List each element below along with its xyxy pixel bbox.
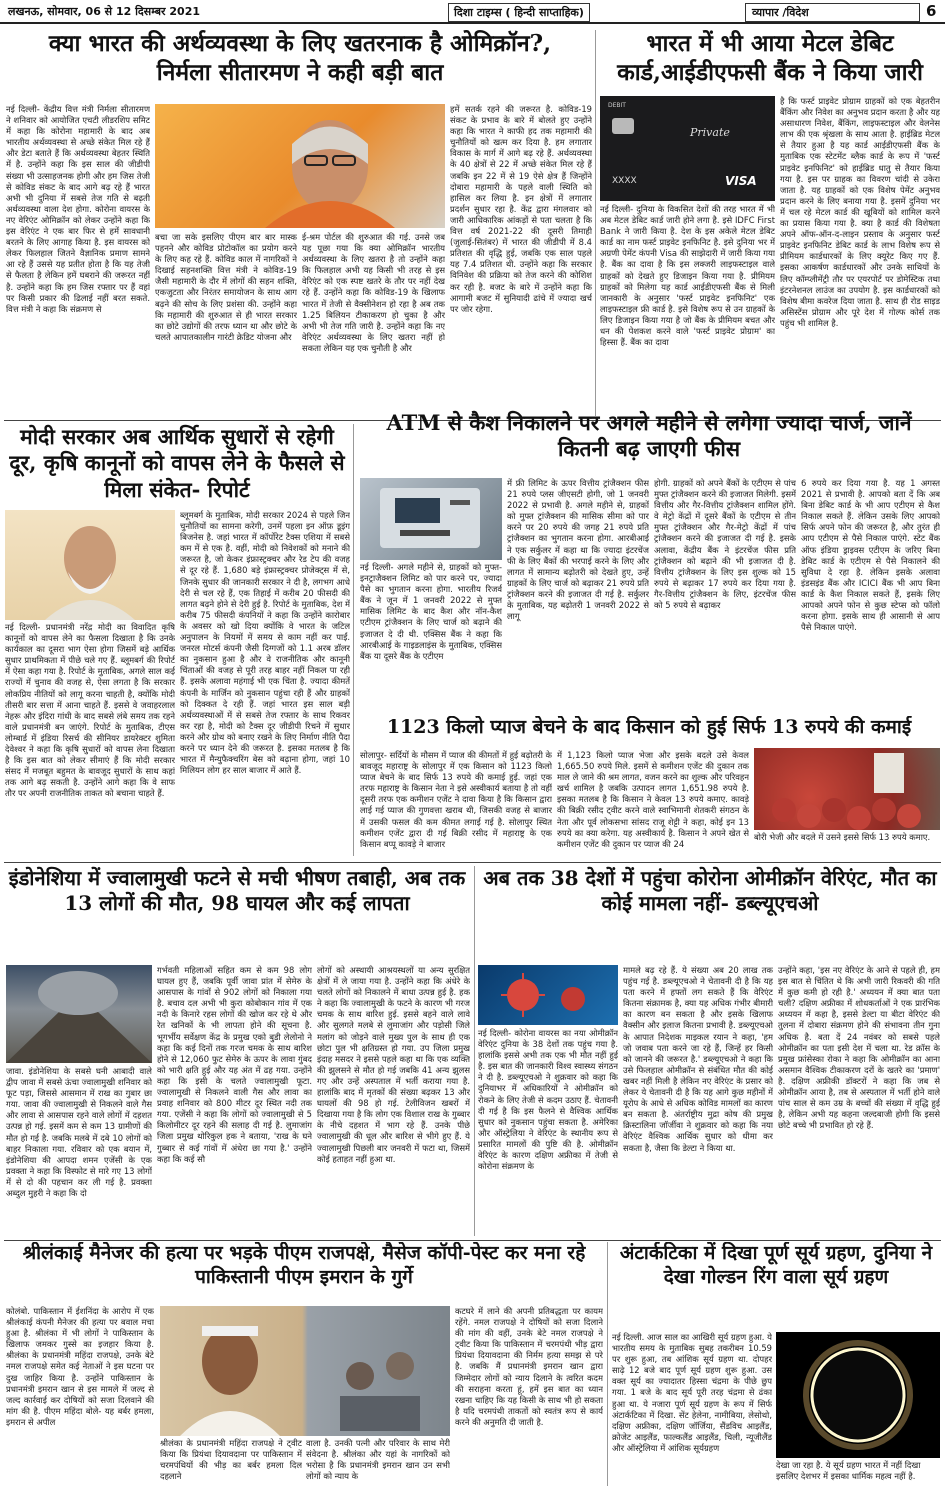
portrait-icon <box>155 104 445 228</box>
header-section: व्यापार /विदेश <box>745 3 920 22</box>
atm-icon <box>360 478 502 560</box>
virus-icon <box>478 965 618 1025</box>
a7-col2: मामले बढ़ रहे हैं. ये संख्या अब 20 लाख तक पहुंच गई है. डब्ल्यूएचओ ने चेतावनी दी है कि यह पता करने में हफ्तों लग सकते हैं कि वेरिएंट कितना संक्रामक है, क्या यह अधिक गंभीर बीमारी का कारण बन सकता है और इसके खिलाफ वैक्सीन और इलाज कितना प्रभावी है. डब्ल्यूएचओ के आपात निदेशक माइकल रयान ने कहा, 'हम जो जवाब पता करने जा रहे हैं, जिन्हें हर किसी को जानने की जरूरत है.' डब्ल्यूएचओ ने कहा कि उसे फिलहाल ओमीक्रॉन से संबंधित मौत की कोई खबर नहीं मिली है लेकिन नए वेरिएंट के प्रसार को लेकर ये चेतावनी दी है कि यह आगे कुछ महीनों में यूरोप के आधे से अधिक कोविड मामलों का कारण बन सकता है. अंतर्राष्ट्रीय मुद्रा कोष की प्रमुख क्रिस्टालिना जॉर्जीवा ने शुक्रवार को कहा कि नया वेरिएंट वैश्विक आर्थिक सुधार को धीमा कर सकता है, जैसा कि डेल्टा ने किया था. <box>623 965 773 1153</box>
a9-headline: अंटार्कटिका में दिखा पूर्ण सूर्य ग्रहण, दुनिया ने देखा गोल्डन रिंग वाला सूर्य ग्रहण <box>619 1242 933 1288</box>
a8-col2: श्रीलंका के प्रधानमंत्री महिंदा राजपक्षे ने ट्वीट किया कि प्रियंथा दियावदाना पर पाकिस्तान में चरमपंथियों की भीड़ का बर्बर हमला दिल दहलाने <box>160 1438 302 1482</box>
a5-onion-photo <box>754 748 940 830</box>
a8-col3: वाला है. उनकी पत्नी और परिवार के साथ मेरी संवेदना है. श्रीलंका और यहां के नागरिकों को भरोसा है कि प्रधानमंत्री इमरान खान उन सभी लोगों को न्याय के <box>306 1438 450 1482</box>
divider <box>607 1242 608 1486</box>
rule <box>4 862 941 863</box>
a9-col1: नई दिल्ली. आज साल का आखिरी सूर्य ग्रहण हुआ. ये भारतीय समय के मुताबिक सुबह तकरीबन 10.59 पर शुरू हुआ, तब आंशिक सूर्य ग्रहण था. दोपहर साढ़े 12 बजे बाद पूर्ण सूर्य ग्रहण शुरू हुआ. उस वक्त सूर्य का ज्यादातर हिस्सा चंद्रमा के पीछे छुप गया. 1 बजे के बाद सूर्य पूरी तरह चंद्रमा से ढंका हुआ था. ये नजारा पूर्ण सूर्य ग्रहण के रूप में सिर्फ अंटार्कटिका में दिखा. सेंट हेलेना, नामीबिया, लेसोथो, दक्षिण अफ्रीका, दक्षिण जॉर्जिया, सैंडविच आइलैंड, क्रोजेट आइलैंड, फाल्कलैंड आइलैंड, चिली, न्यूजीलैंड और ऑस्ट्रेलिया में आंशिक सूर्यग्रहण <box>612 1332 772 1453</box>
portrait-icon <box>5 510 175 620</box>
header-date: लखनऊ, सोमवार, 06 से 12 दिसम्बर 2021 <box>8 5 201 18</box>
a2-col1: नई दिल्ली- दुनिया के विकसित देशों की तरह भारत में भी अब मेटल डेबिट कार्ड जारी होने लगा है. इसे IDFC First Bank ने जारी किया है. देश के इस अकेले मेटल डेबिट कार्ड का नाम फर्स्ट प्राइवेट इनफिनिट है. इसे दुनिया भर में अग्रणी पेमेंट कंपनी Visa की साझेदारी में जारी किया गया है. बैंक का दावा है कि इस लक्जरी लाइफस्टाइल वाले ग्राहकों को देखते हुए डिजाइन किया गया है. प्रीमियम ग्राहकों को मिलेगा यह कार्ड आईडीएफसी बैंक से मिली जानकारी के अनुसार 'फर्स्ट प्राइवेट इनफिनिट' एक लाइफस्टाइल फ्री कार्ड है. इसे विशेष रूप से उन ग्राहकों के लिए डिजाइन किया गया है जो बैंक के प्रीमियम बचत और धन की पेशकश करने वाले 'फर्स्ट प्राइवेट प्रोग्राम' का हिस्सा हैं. बैंक का दावा <box>600 204 775 348</box>
a6-volcano-photo <box>6 965 152 1063</box>
rule <box>4 1240 941 1241</box>
page-number: 6 <box>926 2 937 20</box>
divider <box>595 30 596 416</box>
a7-col1: नई दिल्ली- कोरोना वायरस का नया ओमीक्रॉन वेरिएंट दुनिया के 38 देशों तक पहुंच गया है. हालांकि इससे अभी तक एक भी मौत नहीं हुई है. इस बात की जानकारी विश्व स्वास्थ्य संगठन ने दी है. डब्ल्यूएचओ ने शुक्रवार को कहा कि दुनियाभर में अधिकारियों ने ओमीक्रॉन को रोकने के लिए तेजी से कदम उठाए हैं. चेतावनी दी गई है कि इस फैलने से वैश्विक आर्थिक सुधार को नुकसान पहुंचा सकता है. अमेरिका और ऑस्ट्रेलिया ने वेरिएंट के स्थानीय रूप से प्रसारित मामलों की पुष्टि की है. ओमीक्रॉन वेरिएंट के कारण दक्षिण अफ्रीका में तेजी से कोरोना संक्रमण के <box>478 1028 618 1172</box>
divider <box>353 424 354 856</box>
a1-photo-sitharaman <box>155 104 445 228</box>
header-masthead: दिशा टाइम्स ( हिन्दी साप्ताहिक) <box>448 3 590 22</box>
a5-headline: 1123 किलो प्याज बेचने के बाद किसान को हुई सिर्फ 13 रुपये की कमाई <box>386 716 912 738</box>
a8-photo-rajapaksa <box>160 1306 450 1436</box>
a1-col3: ई-श्रम पोर्टल की शुरुआत की गई. उनसे जब यह पूछा गया कि क्या ओमिक्रॉन भारतीय अर्थव्यवस्था के लिए खतरा है तो उन्होंने कहा कि फिलहाल अभी यह किसी भी तरह से इस वेरिएंट को एक स्पष्ट खतरे के तौर पर नहीं देख रहे हैं. उन्होंने कहा कि कोविड-19 के खिलाफ भारत में तेजी से वैक्सीनेशन हो रहा है अब तक 1.25 बिलियन टीकाकरण हो चुका है और अभी भी तेज गति जारी है. उन्होंने कहा कि नए वेरिएंट अर्थव्यवस्था के लिए खतरा नहीं हो सकता लेकिन यह एक चुनौती है और <box>302 232 445 353</box>
volcano-icon <box>6 965 152 1063</box>
card-brand: Private <box>690 126 730 139</box>
a4-atm-photo <box>360 478 502 560</box>
a2-col2: है कि फर्स्ट प्राइवेट प्रोग्राम ग्राहकों को एक बेहतरीन बैंकिंग और निवेश का अनुभव प्रदान करता है और यह असाधारण निवेश, बैंकिंग, लाइफस्टाइल और वेलनेस लाभ की एक श्रृंखला के साथ आता है. हाईब्रिड मेटल से तैयार हुआ है यह कार्ड आईडीएफसी बैंक के मुताबिक एक स्टेटमेंट ब्लैक कार्ड के रूप में 'फर्स्ट प्राइवेट इनफिनिट' को हाईब्रिड धातु से तैयार किया गया है. इस पर ग्राहक का विवरण चांदी से उकेरा जाता है. यह ग्राहकों को एक विशेष पेमेंट अनुभव प्रदान करने के लिए बनाया गया है. इसमें दुनिया भर में चल रहे मेटल कार्ड की खूबियों को शामिल करने का प्रयास किया गया है. क्या है कार्ड की विशेषता अपने ऑफ-ऑन-द-लाइन प्रस्ताव के अनुसार फर्स्ट प्राइवेट इनफिनिट डेबिट कार्ड के लाभ विशेष रूप से प्रीमियम कार्डधारकों के लिए क्यूरेट किए गए हैं. इसका आकर्षण कार्डधारकों और उनके साथियों के लिए कॉम्प्लीमेंट्री तौर पर एयरपोर्ट पर डोमेस्टिक तथा इंटरनेशनल लाउंज का उपयोग है. इस कार्डधारकों को विशेष बीमा कवरेज दिया जाता है. साथ ही रोड साइड असिस्टेंस प्रोग्राम और पूरे देश में गोल्फ कोर्स तक पहुंच भी शामिल है. <box>780 96 940 328</box>
a4-col4: 6 रुपये कर दिया गया है. यह 1 अगस्त 2021 से प्रभावी है. आपको बता दें कि अब बिना डेबिट कार्ड के भी आप एटीएम से कैश निकाल सकते हैं. लेकिन उसके लिए आपको सिर्फ अपने फोन की जरूरत है, और तुरंत ही आप एटीएम से पैसे निकाल पाएंगे. स्टेट बैंक ऑफ इंडिया ड्राइवस एटीएम के जरिए बिना डेबिट कार्ड के एटीएम से पैसे निकालने की सुविधा दे रहा है. लेकिन इसके अलावा इंडसइंड बैंक और ICICI बैंक भी आप बिना कार्ड के कैश निकाल सकते हैं, इसके लिए आपको अपने फोन से कुछ स्टेप्स को फॉलो करना होगा. इसके साथ ही आसानी से आप पैसे निकाल पाएंगे. <box>801 478 940 633</box>
a3-col2: ब्लूमबर्ग के मुताबिक, मोदी सरकार 2024 से पहले जिन चुनौतियों का सामना करेगी, उनमें पहला इन ऑफ़ डूइंग बिजनेस है. जहां भारत में कॉर्पोरेट टैक्स एशिया में सबसे कम में से एक है. वहीं, मोदी को निवेशकों को मनाने की जरूरत है, जो केकर इंफ्रास्ट्रक्चर और रेड टेप की वजह से दूर रहे हैं. 1,680 बड़े इंफ्रास्ट्रक्चर प्रोजेक्ट्स में से, जिनके सुधार की जानकारी सरकार ने दी है, लगभग आधे देरी से चल रहे हैं, एक तिहाई में करीब 20 फीसदी की लागत बढ़ने होने से देरी हुई है. रिपोर्ट के मुताबिक, देश में करीब 75 फीसदी कंपनियों ने कहा कि उन्होंने कारोबार के अवसर को खो दिया क्योंकि वे भारत के जटिल अनुपालन के नियमों में समय से काम नहीं कर पाईं. जनरल मोटर्स कंपनी जैसी दिग्गजों को 1.1 अरब डॉलर का नुकसान हुआ है और वे राजनीतिक और कानूनी चिंताओं की वजह से पूरी तरह बाहर नहीं निकल पा रही हैं. इसके अलावा महंगाई भी एक चिंता है. ज्यादा कीमतें कंपनी के मार्जिन को नुकसान पहुंचा रही हैं और ग्राहकों को दिक्कत दे रही हैं. जहां भारत इस साल बड़ी अर्थव्यवस्थाओं में से सबसे तेज रफ्तार के साथ रिकवर कर रहा है, मोदी को टैक्स दूर जीडीपी रिचने में सुधार करने और ग्रोथ को बनाए रखने के लिए निर्माण नीति पैदा करने पर ध्यान देने की जरूरत है. इसका मतलब है कि भारत में मैन्युफैक्चरिंग बेस को बढ़ाना होगा, जहां 10 मिलियन लोग हर साल बाजार में आते हैं. <box>180 510 350 776</box>
a7-col3: उन्होंने कहा, 'इस नए वेरिएंट के आने से पहले ही, हम इस बात से चिंतित थे कि अभी जारी रिकवरी की गति में कुछ कमी हो रही है.' अध्ययन में क्या बात पता चली? दक्षिण अफ्रीका में शोधकर्ताओं ने एक प्रारंभिक अध्ययन में कहा है, इससे डेल्टा या बीटा वेरिएंट की तुलना में दोबारा संक्रमण होने की संभावना तीन गुना अधिक है. बता दें 24 नवंबर को सबसे पहले ओमीक्रॉन का पता इसी देश में चला था. रेड क्रॉस के प्रमुख फ्रांसेस्का रोका ने कहा कि ओमीक्रॉन का आना असमान वैश्विक टीकाकरण दरों के खतरे का 'प्रमाण' है. दक्षिण अफ्रीकी डॉक्टरों ने कहा कि जब से ओमीक्रॉन आया है, तब से अस्पताल में भर्ती होने वाले पांच साल से कम उम्र के बच्चों की संख्या में वृद्धि हुई है, लेकिन अभी यह कहना जल्दबाजी होगी कि इससे छोटे बच्चे भी प्रभावित हो रहे हैं. <box>778 965 940 1131</box>
a6-col1: जावा. इंडोनेशिया के सबसे घनी आबादी वाले द्वीप जावा में सबसे ऊंचा ज्वालामुखी शनिवार को फूट पड़ा, जिससे आसमान में राख का गुबार छा गया. जावा की ज्वालामुखी से निकलने वाले गैस और लावा से आसपास रहने वाले लोगों में दहशत उत्पन्न हो गई. इसमें कम से कम 13 ग्रामीणों की मौत हो गई है. जबकि मलबे में दबे 10 लोगों को बाहर निकाला गया. रविवार को एक बयान में, इंडोनेशिया की आपदा शमन एजेंसी के एक प्रवक्ता ने कहा कि विस्फोट से मारे गए 13 लोगों में से दो की पहचान कर ली गई है. प्रवक्ता अब्दुल मुहरी ने कहा कि दो <box>6 1066 152 1199</box>
a3-col1: नई दिल्ली- प्रधानमंत्री नरेंद्र मोदी का विवादित कृषि कानूनों को वापस लेने का फैसला दिखाता है कि उनके कार्यकाल का दूसरा भाग ऐसा होगा जिसमें बड़े आर्थिक सुधार प्राथमिकता में पीछे चले गए हैं. ब्लूमबर्ग की रिपोर्ट में ऐसा कहा गया है. रिपोर्ट के मुताबिक, अगले साल कई राज्यों में चुनाव की वजह से, ऐसा लगता है कि सरकार लोकप्रिय नीतियों को लागू करना चाहती है, क्योंकि मोदी तीसरी बार सत्ता में आना चाहते हैं. इससे वे जवाहरलाल नेहरू और इंदिरा गांधी के बाद सबसे लंबे समय तक रहने वाले प्रधानमंत्री बन जाएंगे. रिपोर्ट के मुताबिक, टीएस लोम्बार्ड में इंडिया रिसर्च की सीनियर डायरेक्टर शुमिता देवेश्वर ने कहा कि कृषि सुधारों को वापस लेना दिखाता है कि इस बात को लेकर सीमाएं हैं कि मोदी सरकार संसद में मजबूत बहुमत के बावजूद सुधारों के साथ कहां तक आगे बढ़ सकती है. उन्होंने आगे कहा कि वे साफ तौर पर अपनी राजनीतिक ताकत को बचाना चाहते हैं. <box>5 622 175 799</box>
card-number: XXXX <box>612 176 637 186</box>
a6-headline: इंडोनेशिया में ज्वालामुखी फटने से मची भीषण तबाही, अब तक 13 लोगों की मौत, 98 घायल और कई लापता <box>8 866 466 915</box>
a1-col4: हमें सतर्क रहने की जरूरत है. कोविड-19 संकट के प्रभाव के बारे में बोलते हुए उन्होंने कहा कि भारत ने काफी हद तक महामारी की चुनौतियों को खत्म कर दिया है. हम लगातार विकास के मार्ग में आगे बढ़ रहे हैं. अर्थव्यवस्था के 40 क्षेत्रों से 22 में अच्छे संकेत मिल रहे हैं जबकि इन 22 में से 19 ऐसे क्षेत्र हैं जिन्होंने दोबारा महामारी के पहले वाली स्थिति को हासिल कर लिया है. इन क्षेत्रों में लगातार प्रदर्शन सुधार रहा है. केंद्र द्वारा मंगलवार को जारी आधिकारिक आंकड़ों से पता चलता है कि वित्त वर्ष 2021-22 की दूसरी तिमाही (जुलाई-सितंबर) में भारत की जीडीपी में 8.4 प्रतिशत की वृद्धि हुई, जबकि एक साल पहले यह 7.4 प्रतिशत थी. उन्होंने कहा कि सरकार विनिवेश की प्रक्रिया को तेज करने की कोशिश कर रही है. बजट के बारे में उन्होंने कहा कि आगामी बजट में सुनियादी ढांचे में ज्यादा खर्च पर जोर रहेगा. <box>450 104 592 314</box>
a3-photo-modi <box>5 510 175 620</box>
a4-headline: ATM से कैश निकालने पर अगले महीने से लगेगा ज्यादा चार्ज, जानें कितनी बढ़ जाएगी फीस <box>386 410 912 462</box>
a7-headline: अब तक 38 देशों में पहुंचा कोरोना ओमीक्रॉन वेरिएंट, मौत का कोई मामला नहीं- डब्ल्यूएचओ <box>483 866 937 915</box>
a4-col3: होगी. ग्राहकों को अपने बैंकों के एटीएम से पांच मुफ्त ट्रांजैक्शन करने की इजाजत मिलेगी. इसमें वित्तीय और गैर-वित्तीय ट्रांजैक्शन शामिल होंगे. वे मेट्रो केंद्रों में दूसरे बैंकों के एटीएम से तीन मुफ्त ट्रांजैक्शन और गैर-मेट्रो केंद्रों में पांच ट्रांजैक्शन करने की इजाजत दी गई है. इसके अलावा, केंद्रीय बैंक ने इंटरचेंज फीस प्रति ट्रांजैक्शन को बढ़ाने की भी इजाजत दी है. वित्तीय ट्रांजैक्शन के लिए इस शुल्क को 15 रुपये से बढ़ाकर 17 रुपये कर दिया गया है. गैर-वित्तीय ट्रांजैक्शन के लिए, इंटरचेंज फीस को 5 रुपये से बढ़ाकर <box>654 478 796 611</box>
a2-headline: भारत में भी आया मेटल डेबिट कार्ड,आईडीएफसी बैंक ने किया जारी <box>617 30 923 86</box>
chip-icon <box>612 118 634 134</box>
a1-col1: नई दिल्ली- केंद्रीय वित्त मंत्री निर्मला सीतारमण ने शनिवार को आयोजित एचटी लीडरशिप समिट में कहा कि कोरोना महामारी के बाद अब भारतीय अर्थव्यवस्था से अच्छे संकेत मिल रहे हैं और डेटा बताते हैं कि अर्थव्यवस्था बेहतर स्थिति में है. उन्होंने कहा कि इस साल की जीडीपी संख्या भी उत्साहजनक होगी और हम जिस तेजी से कोविड संकट के बाद आगे बढ़ रहे हैं भारत अभी भी दुनिया में सबसे तेज गति से बढ़ती अर्थव्यवस्था वाला देश होगा. कोरोना वायरस के नए वेरिएंट ओमिक्रॉन को लेकर उन्होंने कहा कि इस वेरिएंट ने एक बार फिर से हमें सावधानी बरतने के लिए आगाह किया है. इस वायरस को लेकर फिलहाल जितने वैज्ञानिक प्रमाण सामने आ रहे हैं उससे यह प्रतीत होता है कि यह तेजी से फैलता है लेकिन हमें घबराने की जरूरत नहीं है. उन्होंने कहा कि हम जिस रफ्तार पर हैं वहां पर किसी प्रकार की ढिलाई नहीं बरत सकते. वित्त मंत्री ने कहा कि संक्रमण से <box>6 104 150 314</box>
a5-col2: में 1,123 किलो प्याज भेजा और इसके बदले उसे केवल 1,665.50 रुपये मिले. इसमें से कमीशन एजेंट की दुकान तक माल ले जाने की श्रम लागत, वजन करने का शुल्क और परिवहन खर्च शामिल है जबकि उत्पादन लागत 1,651.98 रुपये है. इसका मतलब है कि किसान ने केवल 13 रुपये कमाए. कावड़े की बिक्री रसीद ट्वीट करने वाले स्वाभिमानी शेतकरी संगठन के नेता और पूर्व लोकसभा सांसद राजू शेट्टी ने कहा, कोई इन 13 रुपये का क्या करेगा. यह अस्वीकार्य है. किसान ने अपने खेत से कमीशन एजेंट की दुकान पर प्याज की 24 <box>557 750 749 849</box>
onion-icon <box>754 748 940 830</box>
a7-virus-photo <box>478 965 618 1025</box>
visa-logo: VISA <box>725 174 757 188</box>
divider <box>474 866 475 1236</box>
a5-col1: सोलापुर- सर्दियों के मौसम में प्याज की कीमतों में हुई बढ़ोतरी के बावजूद महाराष्ट्र के सोलापुर में एक किसान को 1123 किलो प्याज बेचने के बाद सिर्फ 13 रुपये की कमाई हुई. जहां एक तरफ महाराष्ट्र के किसान नेता ने इसे अस्वीकार्य बताया है तो वहीं दूसरी तरफ एक कमीशन एजेंट ने दावा किया है कि किसान द्वारा लाई गई प्याज की गुणवत्ता खराब थी, जिसकी वजह से बाजार में उसकी फसल की कम कीमत लगाई गई है. सोलापुर स्थित कमीशन एजेंट द्वारा दी गई बिक्री रसीद में महाराष्ट्र के एक किसान बप्पू कावड़े ने बाजार <box>360 750 552 849</box>
a6-col3: लोगों को अस्थायी आश्रयस्थलों या अन्य सुरक्षित क्षेत्रों में ले जाया गया है. उन्होंने कहा कि अंधेरे के चलते लोगों को निकालने में बाधा उत्पन्न हुई है. हक ने कहा कि ज्वालामुखी के फटने के कारण भी गरज चमक के साथ बारिश हुई. इससे बहने वाले लावे और सुलगते मलबे से लुमाजांग और पड़ोसी जिले मलांग को जोड़ने वाले मुख्य पुल के साथ ही एक छोटा पुल भी क्षतिग्रस्त हो गया. उप जिला प्रमुख इंदाह मसदर ने इससे पहले कहा था कि एक व्यक्ति की झुलसने से मौत हो गई जबकि 41 अन्य झुलस गए और उन्हें अस्पताल में भर्ती कराया गया है. हालांकि बाद में मृतकों की संख्या बढ़कर 13 और घायलों की 98 हो गई. टेलीविजन खबरों में दिखाया गया है कि लोग एक विशाल राख के गुब्बार के नीचे दहशत में भाग रहे हैं. उनके पीछे ज्वालामुखी की धूल और बारिश से भीगे हुए हैं. ये ज्वालामुखी पिछली बार जनवरी में फटा था, जिसमें कोई हताहत नहीं हुआ था. <box>317 965 470 1164</box>
page-header <box>0 0 945 24</box>
a3-headline: मोदी सरकार अब आर्थिक सुधारों से रहेगी दूर, कृषि कानूनों को वापस लेने के फैसले से मिला संकेत- रिपोर्ट <box>9 424 345 502</box>
eclipse-icon <box>776 1332 940 1458</box>
a9-caption: देखा जा रहा है. ये सूर्य ग्रहण भारत में नहीं दिखा इसलिए देशभर में इसका धार्मिक महत्व नहीं है. <box>776 1460 921 1481</box>
a8-col4: कटघरे में लाने की अपनी प्रतिबद्धता पर कायम रहेंगे. नमल राजपक्षे ने दोषियों को सजा दिलाने की मांग की वहीं, उनके बेटे नमल राजपक्षे ने ट्वीट किया कि पाकिस्तान में चरमपंथी भीड़ द्वारा प्रियंथा दियावदाना की निर्मम हत्या समझ से परे है. जबकि मैं प्रधानमंत्री इमरान खान द्वारा जिम्मेदार लोगों को न्याय दिलाने के त्वरित कदम की सराहना करता हूं, हमें इस बात का ध्यान रखना चाहिए कि यह किसी के साथ भी हो सकता है यदि चरमपंथी ताकतों को स्वतंत्र रूप से कार्य करने की अनुमति दी जाती है. <box>455 1306 603 1427</box>
a8-headline: श्रीलंकाई मैनेजर की हत्या पर भड़के पीएम राजपक्षे, मैसेज कॉपी-पेस्ट कर मना रहे पाकिस्तानी पीएम इमरान के गुर्गे <box>22 1242 586 1288</box>
a5-caption: बोरी भेजी और बदले में उसने इससे सिर्फ 13 रुपये कमाए. <box>754 832 931 842</box>
a1-col2: बचा जा सके इसलिए पीएम बार बार मास्क पहनने और कोविड प्रोटोकॉल का प्रयोग करने के लिए कह रहे हैं. कोविड काल में नागरिकों ने दिखाई सहनशक्ति वित्त मंत्री ने कोविड-19 जैसी महामारी के दौर में लोगों की सहन शक्ति, एकजुटता और निरंतर समायोजन के साथ आग बढ़ने की सोच के लिए प्रशंसा की. उन्होंने कहा कि महामारी की शुरुआत से ही भारत सरकार का छोटे उद्योगों की तरफ ध्यान था और छोटे के चलते आपातकालीन गारंटी क्रेडिट योजना और <box>155 232 297 342</box>
a1-headline: क्या भारत की अर्थव्यवस्था के लिए खतरनाक है ओमिक्रॉन?, निर्मला सीतारमण ने कही बड़ी बात <box>48 30 552 86</box>
a4-col2: में फ्री लिमिट के ऊपर वित्तीय ट्रांजैक्शन फीस 21 रुपये प्लस जीएसटी होगी, जो 1 जनवरी 2022 से प्रभावी है. अगले महीने से, ग्राहकों को मुफ्त ट्रांजैक्शन की मासिक सीमा को पार करने पर 20 रुपये की जगह 21 रुपये प्रति ट्रांजैक्शन का भुगतान करना होगा. आरबीआई ने एक सर्कुलर में कहा था कि ज्यादा इंटरचेंज फी के लिए बैंकों की भरपाई करने के लिए और लागत में सामान्य बढ़ोतरी को देखते हुए, उन्हें ग्राहकों के लिए चार्ज को बढ़ाकर 21 रुपये प्रति ट्रांजैक्शन करने की इजाजत दी गई है. सर्कुलर के मुताबिक, यह बढ़ोतरी 1 जनवरी 2022 से लागू <box>507 478 649 622</box>
a9-eclipse-photo <box>776 1332 940 1458</box>
a6-col2: गर्भवती महिलाओं सहित कम से कम 98 लोग घायल हुए हैं, जबकि पूर्वी जावा प्रांत में सेमेरु के आसपास के गांवों से 902 लोगों को निकाला गया है. बचाव दल अभी भी कुरा कोबोकान गांव में एक नदी के किनारे रहस लोगों की खोज कर रहे थे और रेत खनिकों के भी लापता होने की सूचना है. भूगर्भीय सर्वेक्षण केंद्र के प्रमुख एको बुडी लेलोनो ने कहा कि कई दिनों तक गरज चमक के साथ बारिश होने से 12,060 फुट सेमेरु के ऊपर के लावा गुंबद को भारी क्षति हुई और यह अंत में ढह गया. उन्होंने कहा कि इसी के चलते ज्वालामुखी फूटा. ज्वालामुखी से निकलने वाली गैस और लावा का प्रवाह शनिवार को 800 मीटर दूर स्थित नदी तक गया. एजेंसी ने कहा कि लोगों को ज्वालामुखी से 5 किलोमीटर दूर रहने की सलाह दी गई है. लुमाजांग जिला प्रमुख थोरिकुल हक ने बताया, 'राख के घने गुब्बार से कई गांवों में अंधेरा छा गया है.' उन्होंने कहा कि कई सौ <box>157 965 312 1164</box>
a8-col1: कोलंबो. पाकिस्तान में ईशनिंदा के आरोप में एक श्रीलंकाई कंपनी मैनेजर की हत्या पर बवाल मचा हुआ है. श्रीलंका में भी लोगों ने पाकिस्तान के खिलाफ जमकर गुस्से का इजहार किया है. श्रीलंका के प्रधानमंत्री महिंदा राजपक्षे, उनके बेटे नमल राजपक्षे समेत कई नेताओं ने इस घटना पर दुख जाहिर किया है. उन्होंने पाकिस्तान के प्रधानमंत्री इमरान खान से इस मामले में जल्द से जल्द कार्रवाई कर दोषियों को सजा दिलवाने की मांग की है. पीएम महिंदा बोले- यह बर्बर हमला, इमरान से अपील <box>6 1306 154 1427</box>
a4-col1: नई दिल्ली- अगले महीने से, ग्राहकों को मुफ्त-इनट्राजैक्शन लिमिट को पार करने पर, ज्यादा पैसे का भुगतान करना होगा. भारतीय रिजर्व बैंक ने जून में 1 जनवरी 2022 से मुफ्त मासिक लिमिट के बाद कैश और नॉन-कैश एटीएम ट्रांजैक्शन के लिए चार्ज को बढ़ाने की इजाजत दे दी थी. एक्सिस बैंक ने कहा कि आरबीआई के गाइडलाइंस के मुताबिक, एक्सिस बैंक या दूसरे बैंक के एटीएम <box>360 562 502 661</box>
a2-card-photo <box>600 96 775 201</box>
card-tag: DEBIT <box>608 102 626 109</box>
portrait-icon <box>160 1306 450 1436</box>
